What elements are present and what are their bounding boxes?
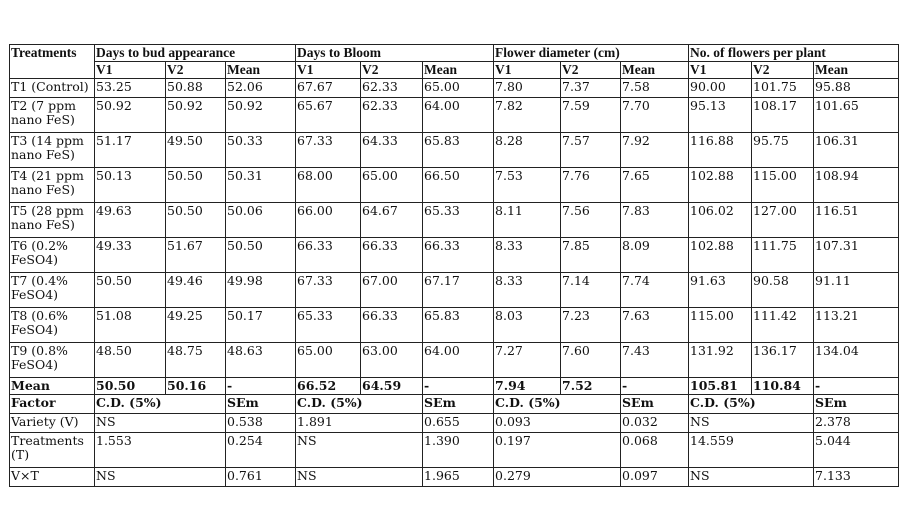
table-cell: 95.75 [752,133,814,168]
factor-row [10,468,899,487]
table-row [10,238,899,273]
table-cell: 64.00 [423,98,494,133]
sem-value: 0.761 [226,468,296,487]
table-cell: 91.11 [814,273,899,308]
header-sub: V2 [361,62,423,79]
subheader-row [10,62,899,79]
table-cell: 106.31 [814,133,899,168]
table-cell: 7.82 [494,98,561,133]
table-cell: 7.60 [561,343,621,378]
table-cell: 48.63 [226,343,296,378]
mean-row [10,378,899,395]
treatment-label: T7 (0.4% FeSO4) [10,273,95,308]
table-cell: 7.53 [494,168,561,203]
table-cell: 51.17 [95,133,166,168]
header-row [10,45,899,62]
table-cell: 50.33 [226,133,296,168]
table-cell: 7.83 [621,203,689,238]
factor-row [10,414,899,433]
treatment-label: T3 (14 ppm nano FeS) [10,133,95,168]
table-cell: 50.92 [226,98,296,133]
table-cell: 50.50 [166,168,226,203]
treatment-label: T8 (0.6% FeSO4) [10,308,95,343]
table-cell: 106.02 [689,203,752,238]
table-cell: 7.70 [621,98,689,133]
table-cell: 50.13 [95,168,166,203]
table-cell: 49.98 [226,273,296,308]
table-cell: 62.33 [361,79,423,98]
sem-header: SEm [423,395,494,414]
table-cell: 62.33 [361,98,423,133]
header-sub: V1 [494,62,561,79]
table-cell: 7.14 [561,273,621,308]
table-cell: 8.09 [621,238,689,273]
cd-value: 1.891 [296,414,423,433]
table-cell: 66.33 [361,308,423,343]
mean-cell: 50.50 [95,378,166,395]
sem-value: 2.378 [814,414,899,433]
table-cell: 66.33 [296,238,361,273]
factor-header-label: Factor [10,395,95,414]
table-row [10,79,899,98]
table-cell: 67.67 [296,79,361,98]
header-sub: V2 [561,62,621,79]
sem-value: 0.068 [621,433,689,468]
table-cell: 115.00 [689,308,752,343]
table-cell: 7.92 [621,133,689,168]
table-cell: 67.33 [296,133,361,168]
table-cell: 95.88 [814,79,899,98]
table-cell: 67.17 [423,273,494,308]
table-cell: 50.17 [226,308,296,343]
mean-cell: 7.94 [494,378,561,395]
sem-value: 0.538 [226,414,296,433]
cd-value: 14.559 [689,433,814,468]
table-cell: 7.85 [561,238,621,273]
cd-header: C.D. (5%) [296,395,423,414]
table-cell: 66.33 [423,238,494,273]
header-sub: V2 [166,62,226,79]
table-cell: 7.58 [621,79,689,98]
table-cell: 8.33 [494,238,561,273]
table-cell: 90.58 [752,273,814,308]
table-cell: 8.03 [494,308,561,343]
factor-row [10,433,899,468]
sem-value: 0.097 [621,468,689,487]
header-group: Days to bud appearance [95,45,296,62]
table-row [10,203,899,238]
table-cell: 101.75 [752,79,814,98]
table-cell: 52.06 [226,79,296,98]
table-cell: 136.17 [752,343,814,378]
sem-header: SEm [621,395,689,414]
treatment-label: T4 (21 ppm nano FeS) [10,168,95,203]
header-sub: Mean [621,62,689,79]
table-cell: 7.56 [561,203,621,238]
mean-cell: - [621,378,689,395]
mean-cell: 50.16 [166,378,226,395]
table-cell: 65.33 [423,203,494,238]
treatment-label: T9 (0.8% FeSO4) [10,343,95,378]
table-cell: 115.00 [752,168,814,203]
mean-cell: - [423,378,494,395]
table-cell: 7.74 [621,273,689,308]
sem-header: SEm [226,395,296,414]
table-cell: 7.27 [494,343,561,378]
table-cell: 49.33 [95,238,166,273]
cd-header: C.D. (5%) [95,395,226,414]
table-row [10,308,899,343]
table-cell: 66.00 [296,203,361,238]
table-cell: 48.75 [166,343,226,378]
table-cell: 66.33 [361,238,423,273]
factor-label: Treatments (T) [10,433,95,468]
table-cell: 108.17 [752,98,814,133]
table-cell: 8.33 [494,273,561,308]
sem-value: 5.044 [814,433,899,468]
table-cell: 95.13 [689,98,752,133]
table-row [10,168,899,203]
table-cell: 50.50 [95,273,166,308]
table-cell: 127.00 [752,203,814,238]
table-cell: 49.50 [166,133,226,168]
sem-value: 0.032 [621,414,689,433]
header-sub: Mean [423,62,494,79]
mean-label: Mean [10,378,95,395]
mean-cell: 66.52 [296,378,361,395]
header-sub: V2 [752,62,814,79]
table-cell: 66.50 [423,168,494,203]
header-group: Flower diameter (cm) [494,45,689,62]
table-cell: 68.00 [296,168,361,203]
table-cell: 108.94 [814,168,899,203]
table-cell: 65.00 [296,343,361,378]
table-cell: 90.00 [689,79,752,98]
cd-header: C.D. (5%) [689,395,814,414]
table-cell: 113.21 [814,308,899,343]
cd-value: 0.279 [494,468,621,487]
table-cell: 102.88 [689,168,752,203]
table-cell: 7.23 [561,308,621,343]
table-cell: 7.76 [561,168,621,203]
table-row [10,343,899,378]
sem-value: 0.655 [423,414,494,433]
table-cell: 7.80 [494,79,561,98]
header-sub: V1 [296,62,361,79]
table-cell: 50.88 [166,79,226,98]
cd-header: C.D. (5%) [494,395,621,414]
table-cell: 7.65 [621,168,689,203]
treatment-label: T6 (0.2% FeSO4) [10,238,95,273]
table-row [10,133,899,168]
table-cell: 116.88 [689,133,752,168]
table-cell: 107.31 [814,238,899,273]
treatment-label: T1 (Control) [10,79,95,98]
factor-label: Variety (V) [10,414,95,433]
header-group: Days to Bloom [296,45,494,62]
table-cell: 65.33 [296,308,361,343]
mean-cell: - [814,378,899,395]
header-sub: V1 [689,62,752,79]
factor-header-row [10,395,899,414]
table-cell: 7.57 [561,133,621,168]
mean-cell: 110.84 [752,378,814,395]
header-treatments: Treatments [10,45,95,79]
table-cell: 67.00 [361,273,423,308]
cd-value: NS [296,433,423,468]
table-cell: 7.59 [561,98,621,133]
table-cell: 50.50 [226,238,296,273]
table-cell: 50.06 [226,203,296,238]
factor-label: V×T [10,468,95,487]
table-cell: 134.04 [814,343,899,378]
table-cell: 8.11 [494,203,561,238]
cd-value: NS [689,414,814,433]
table-cell: 65.00 [423,79,494,98]
table-row [10,98,899,133]
cd-value: NS [95,414,226,433]
table-cell: 64.67 [361,203,423,238]
mean-cell: 7.52 [561,378,621,395]
table-cell: 7.63 [621,308,689,343]
table-cell: 7.43 [621,343,689,378]
cd-value: NS [95,468,226,487]
table-cell: 7.37 [561,79,621,98]
sem-header: SEm [814,395,899,414]
table-cell: 50.92 [95,98,166,133]
table-cell: 65.67 [296,98,361,133]
table-cell: 67.33 [296,273,361,308]
mean-cell: - [226,378,296,395]
cd-value: 1.553 [95,433,226,468]
table-cell: 48.50 [95,343,166,378]
table-cell: 50.31 [226,168,296,203]
table-cell: 116.51 [814,203,899,238]
header-sub: Mean [814,62,899,79]
header-sub: Mean [226,62,296,79]
table-cell: 51.67 [166,238,226,273]
table-cell: 49.25 [166,308,226,343]
table-cell: 65.83 [423,308,494,343]
header-sub: V1 [95,62,166,79]
table-cell: 102.88 [689,238,752,273]
table-cell: 64.00 [423,343,494,378]
cd-value: 0.197 [494,433,621,468]
table-cell: 64.33 [361,133,423,168]
table-row [10,273,899,308]
cd-value: NS [689,468,814,487]
table-cell: 65.83 [423,133,494,168]
sem-value: 1.390 [423,433,494,468]
table-cell: 63.00 [361,343,423,378]
table-cell: 53.25 [95,79,166,98]
table-cell: 50.50 [166,203,226,238]
cd-value: NS [296,468,423,487]
table-cell: 49.63 [95,203,166,238]
mean-cell: 105.81 [689,378,752,395]
table-cell: 101.65 [814,98,899,133]
table-cell: 49.46 [166,273,226,308]
header-group: No. of flowers per plant [689,45,899,62]
table-cell: 65.00 [361,168,423,203]
results-table [9,44,899,487]
treatment-label: T2 (7 ppm nano FeS) [10,98,95,133]
table-cell: 111.75 [752,238,814,273]
mean-cell: 64.59 [361,378,423,395]
table-cell: 51.08 [95,308,166,343]
table-cell: 91.63 [689,273,752,308]
table-cell: 8.28 [494,133,561,168]
sem-value: 7.133 [814,468,899,487]
table-cell: 111.42 [752,308,814,343]
table-cell: 50.92 [166,98,226,133]
treatment-label: T5 (28 ppm nano FeS) [10,203,95,238]
cd-value: 0.093 [494,414,621,433]
sem-value: 0.254 [226,433,296,468]
table-cell: 131.92 [689,343,752,378]
sem-value: 1.965 [423,468,494,487]
